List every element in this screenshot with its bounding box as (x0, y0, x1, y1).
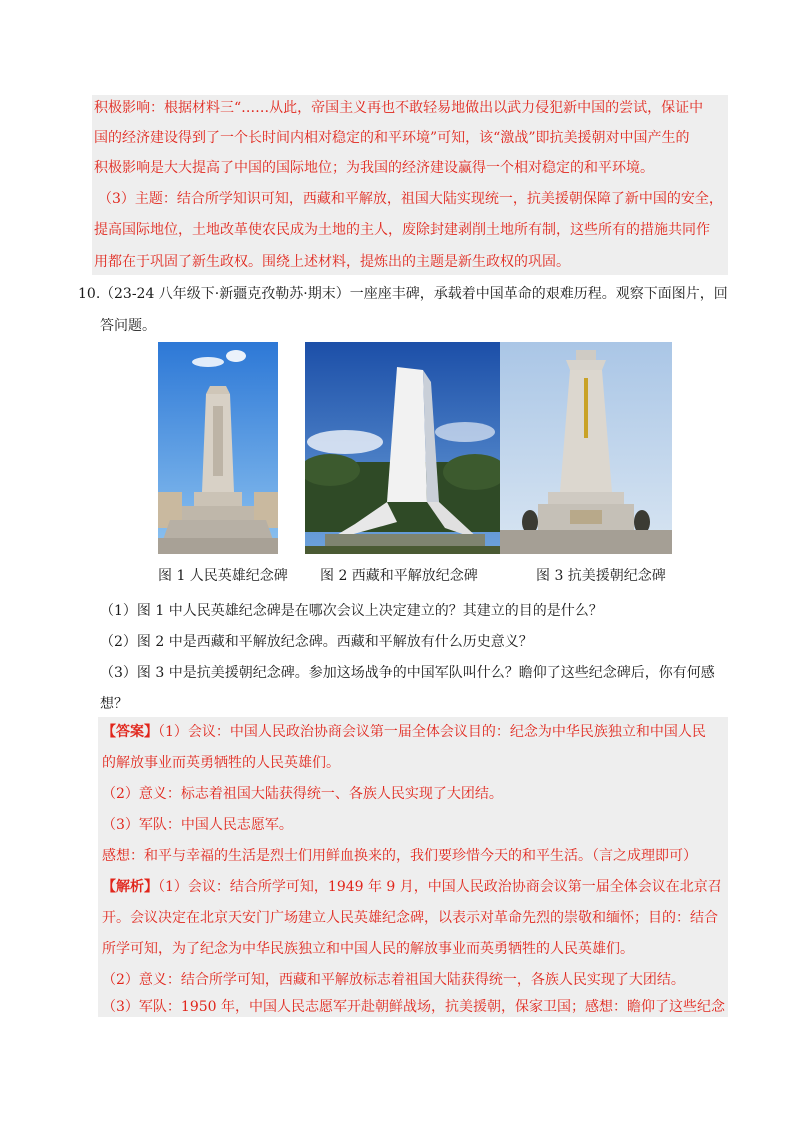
analysis-text-line: 国的经济建设得到了一个长时间内相对稳定的和平环境”可知，该“激战”即抗美援朝对中国产生的 (94, 130, 690, 146)
answer-text: （1）会议：中国人民政治协商会议第一届全体会议目的：纪念为中华民族独立和中国人民 (158, 724, 706, 740)
analysis-line-1 (102, 877, 722, 897)
figure-2-monument-photo (305, 342, 500, 554)
sub-question: （1）图 1 中人民英雄纪念碑是在哪次会议上决定建立的？其建立的目的是什么？ (100, 603, 603, 619)
figure-1-caption: 图 1 人民英雄纪念碑 (158, 568, 288, 584)
sub-question: （2）图 2 中是西藏和平解放纪念碑。西藏和平解放有什么历史意义？ (100, 634, 533, 650)
analysis-text-line: （3）主题：结合所学知识可知，西藏和平解放，祖国大陆实现统一，抗美援朝保障了新中国的安全， (98, 191, 723, 207)
figure-2-caption: 图 2 西藏和平解放纪念碑 (320, 568, 478, 584)
question-stem-line: 答问题。 (100, 318, 156, 334)
sub-question: （3）图 3 中是抗美援朝纪念碑。参加这场战争的中国军队叫什么？瞻仰了这些纪念碑后，你有何感 (100, 665, 715, 681)
analysis-text-line: 用都在于巩固了新生政权。围绕上述材料，提炼出的主题是新生政权的巩固。 (94, 254, 570, 270)
question-stem-line: （23-24 八年级下·新疆克孜勒苏·期末）一座座丰碑，承载着中国革命的艰难历程。观察下面图片，回 (100, 286, 728, 302)
answer-line-2: 的解放事业而英勇牺牲的人民英雄们。 (102, 755, 340, 771)
analysis-text-line: 积极影响：根据材料三“……从此，帝国主义再也不敢轻易地做出以武力侵犯新中国的尝试，保证中 (94, 100, 704, 116)
analysis-text-line: 提高国际地位，土地改革使农民成为土地的主人，废除封建剥削土地所有制，这些所有的措施共同作 (94, 222, 710, 238)
analysis-text: （1）会议：结合所学可知，1949 年 9 月，中国人民政治协商会议第一届全体会议在北京召 (158, 879, 722, 895)
previous-analysis-shade (92, 95, 728, 275)
answer-line-5: 感想：和平与幸福的生活是烈士们用鲜血换来的，我们要珍惜今天的和平生活。（言之成理即可） (102, 848, 697, 864)
analysis-text-line: 积极影响是大大提高了中国的国际地位；为我国的经济建设赢得一个相对稳定的和平环境。 (94, 160, 654, 176)
figure-3-caption: 图 3 抗美援朝纪念碑 (536, 568, 666, 584)
answer-line-1 (102, 722, 706, 742)
answer-line-3: （2）意义：标志着祖国大陆获得统一、各族人民实现了大团结。 (102, 786, 503, 802)
answer-line-4: （3）军队：中国人民志愿军。 (102, 817, 293, 833)
analysis-line-5: （3）军队：1950 年，中国人民志愿军开赴朝鲜战场，抗美援朝，保家卫国；感想：瞻仰了这些纪念 (102, 999, 725, 1015)
analysis-line-2: 开。会议决定在北京天安门广场建立人民英雄纪念碑，以表示对革命先烈的崇敬和缅怀；目的：结合 (102, 910, 718, 926)
sub-question: 想？ (100, 696, 128, 712)
analysis-line-3: 所学可知，为了纪念为中华民族独立和中国人民的解放事业而英勇牺牲的人民英雄们。 (102, 941, 634, 957)
question-number: 10. (78, 286, 101, 302)
answer-tag: 【答案】 (102, 724, 158, 740)
figure-1-monument-photo (158, 342, 278, 554)
figure-3-monument-photo (500, 342, 672, 554)
analysis-line-4: （2）意义：结合所学可知，西藏和平解放标志着祖国大陆获得统一，各族人民实现了大团结。 (102, 972, 685, 988)
analysis-tag: 【解析】 (102, 879, 158, 895)
